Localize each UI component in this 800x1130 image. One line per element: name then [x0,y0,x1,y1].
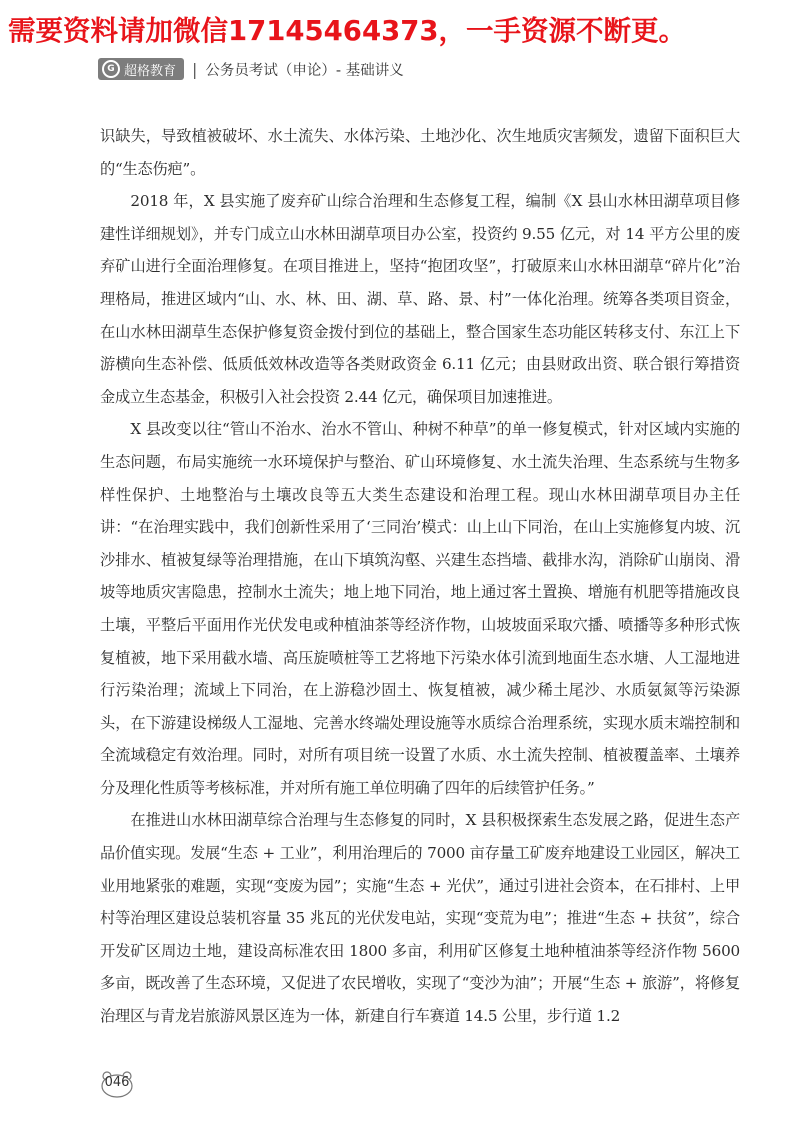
header-title: 公务员考试（申论）- 基础讲义 [205,62,404,79]
logo-icon: G [102,60,120,78]
page-number-text: 046 [104,1075,130,1090]
paragraph: 识缺失，导致植被破坏、水土流失、水体污染、土地沙化、次生地质灾害频发，遗留下面积巨大的“生态伤疤”。 [100,127,740,178]
paragraph: 2018 年，X 县实施了废弃矿山综合治理和生态修复工程，编制《X 县山水林田湖草项目修建性详细规划》，并专门成立山水林田湖草项目办公室，投资约 9.55 亿元，对 14 平方公里的废弃矿山进行全面治理修复。在项目推进上，坚持“抱团攻坚”，打破原来山水林田湖草“碎片化”治理格局，推进区域内“山、水、林、田、湖、草、路、景、村”一体化治理。统筹各类项目资金，在山水林田湖草生态保护修复资金拨付到位的基础上，整合国家生态功能区转移支付、东江上下游横向生态补偿、低质低效林改造等各类财政资金 6.11 亿元；由县财政出资、联合银行筹措资金成立生态基金，积极引入社会投资 2.44 亿元，确保项目加速推进。 [100,192,740,406]
page-number [100,1070,134,1098]
header-separator: | [192,59,198,79]
paragraph: 在推进山水林田湖草综合治理与生态修复的同时，X 县积极探索生态发展之路，促进生态产品价值实现。发展“生态 + 工业”，利用治理后的 7000 亩存量工矿废弃地建设工业园区，解决工业用地紧张的难题，实现“变废为园”；实施“生态 + 光伏”，通过引进社会资本，在石排村、上甲村等治理区建设总装机容量 35 兆瓦的光伏发电站，实现“变荒为电”；推进“生态 + 扶贫”，综合开发矿区周边土地，建设高标准农田 1800 多亩，利用矿区修复土地种植油茶等经济作物 5600 多亩，既改善了生态环境，又促进了农民增收，实现了“变沙为油”；开展“生态 + 旅游”，将修复治理区与青龙岩旅游风景区连为一体，新建自行车赛道 14.5 公里，步行道 1.2 [100,811,740,1026]
logo-text: 超格教育 [124,63,177,79]
body-text [100,120,740,1033]
running-header [98,56,404,82]
publisher-logo [98,58,184,80]
promo-banner: 需要资料请加微信17145464373，一手资源不断更。 [8,15,686,47]
paragraph: X 县改变以往“管山不治水、治水不管山、种树不种草”的单一修复模式，针对区域内实施的生态问题，布局实施统一水环境保护与整治、矿山环境修复、水土流失治理、生态系统与生物多样性保护、土地整治与土壤改良等五大类生态建设和治理工程。现山水林田湖草项目办主任讲：“在治理实践中，我们创新性采用了‘三同治’模式：山上山下同治，在山上实施修复内坡、沉沙排水、植被复绿等治理措施，在山下填筑沟壑、兴建生态挡墙、截排水沟，消除矿山崩岗、滑坡等地质灾害隐患，控制水土流失；地上地下同治，地上通过客土置换、增施有机肥等措施改良土壤，平整后平面用作光伏发电或种植油茶等经济作物，山坡坡面采取穴播、喷播等多种形式恢复植被，地下采用截水墙、高压旋喷桩等工艺将地下污染水体引流到地面生态水塘、人工湿地进行污染治理；流域上下同治，在上游稳沙固土、恢复植被，减少稀土尾沙、水质氨氮等污染源头，在下游建设梯级人工湿地、完善水终端处理设施等水质综合治理系统，实现水质末端控制和全流域稳定有效治理。同时，对所有项目统一设置了水质、水土流失控制、植被覆盖率、土壤养分及理化性质等考核标准，并对所有施工单位明确了四年的后续管护任务。” [100,420,740,797]
